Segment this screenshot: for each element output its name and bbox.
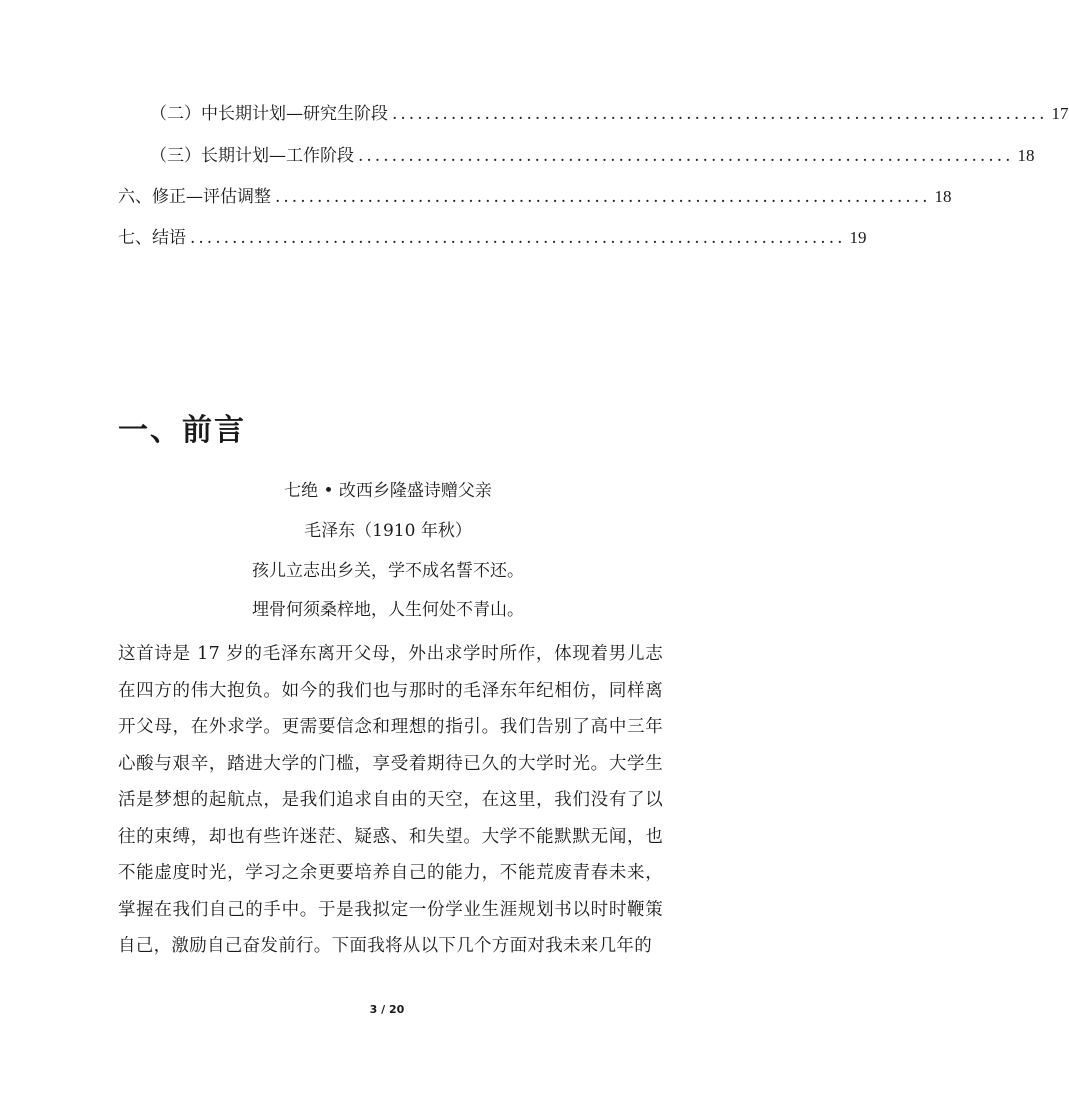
toc-entry[interactable] [118, 184, 952, 210]
toc-entry-label: （三）长期计划—工作阶段 [150, 146, 354, 166]
toc-leader-dots: .............................................................................. [392, 104, 1048, 124]
toc-entry-page: 18 [934, 187, 952, 206]
toc-leader-dots: .............................................................................. [275, 187, 931, 207]
toc-entry-label: 六、修正—评估调整 [118, 187, 271, 207]
poem-author: 毛泽东（1910 年秋） [304, 521, 472, 541]
page-number: 3 / 20 [369, 1003, 405, 1016]
toc-entry[interactable] [150, 101, 1069, 127]
poem-line: 埋骨何须桑梓地，人生何处不青山。 [252, 600, 524, 620]
body-paragraph: 这首诗是 17 岁的毛泽东离开父母，外出求学时所作，体现着男儿志在四方的伟大抱负。如今的我们也与那时的毛泽东年纪相仿，同样离开父母，在外求学。更需要信念和理想的指引。我们告别了高中三年心酸与艰辛，踏进大学的门槛，享受着期待已久的大学时光。大学生活是梦想的起航点，是我们追求自由的天空，在这里，我们没有了以往的束缚，却也有些许迷茫、疑惑、和失望。大学不能默默无闻，也不能虚度时光，学习之余更要培养自己的能力，不能荒废青春未来，掌握在我们自己的手中。于是我拟定一份学业生涯规划书以时时鞭策自己，激励自己奋发前行。下面我将从以下几个方面对我未来几年的 [118, 644, 663, 956]
poem-line: 孩儿立志出乡关，学不成名誓不还。 [252, 561, 524, 581]
toc-entry[interactable] [150, 143, 1035, 169]
poem-title: 七绝 • 改西乡隆盛诗赠父亲 [284, 481, 492, 501]
toc-entry-page: 18 [1017, 146, 1035, 165]
section-heading: 一、前言 [118, 413, 246, 448]
toc-entry[interactable] [118, 225, 867, 251]
toc-entry-label: 七、结语 [118, 228, 186, 248]
toc-leader-dots: .............................................................................. [358, 146, 1014, 166]
toc-entry-page: 19 [849, 228, 867, 247]
toc-leader-dots: .............................................................................. [190, 228, 846, 248]
toc-entry-label: （二）中长期计划—研究生阶段 [150, 104, 388, 124]
toc-entry-page: 17 [1051, 104, 1069, 123]
